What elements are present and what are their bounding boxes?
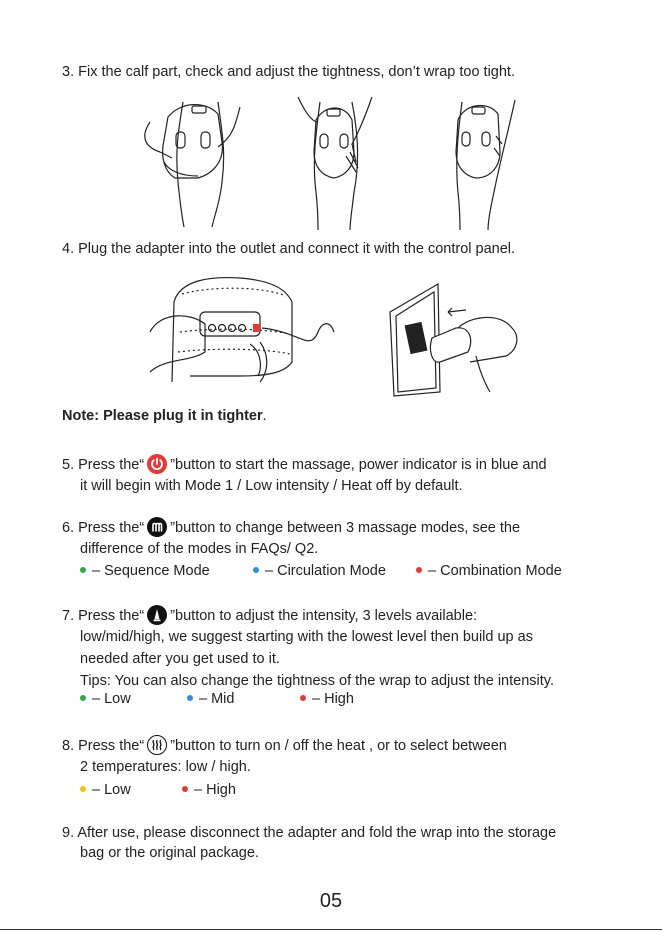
step-4-text: 4. Plug the adapter into the outlet and connect it with the control panel. <box>62 241 516 257</box>
step-6-post: ”button to change between 3 massage modes, see the <box>170 520 521 536</box>
step-6-pre: 6. Press the“ <box>62 520 145 536</box>
step-8-line-1 <box>62 735 507 755</box>
step-5-pre: 5. Press the“ <box>62 457 145 473</box>
step-8-pre: 8. Press the“ <box>62 738 145 754</box>
mode-legend-circulation <box>253 562 386 580</box>
step-7-post: ”button to adjust the intensity, 3 levels available: <box>170 608 478 624</box>
mode-legend-sequence <box>80 562 210 580</box>
step-3-text: 3. Fix the calf part, check and adjust the tightness, don’t wrap too tight. <box>62 64 515 80</box>
step-8-line-2: 2 temperatures: low / high. <box>80 759 251 775</box>
green-dot <box>80 567 86 573</box>
wall-outlet-figure <box>390 284 517 396</box>
step-7-line-4: Tips: You can also change the tightness of the wrap to adjust the intensity. <box>80 673 554 689</box>
knee-figure-1 <box>145 102 240 227</box>
red-dot <box>416 567 422 573</box>
control-panel-figure <box>150 278 334 382</box>
red-dot <box>182 786 188 792</box>
step-7-line-3: needed after you get used to it. <box>80 651 280 667</box>
step-5-line-1 <box>62 454 547 474</box>
step-7-line-2: low/mid/high, we suggest starting with the lowest level then build up as <box>80 629 533 645</box>
red-dot <box>300 695 306 701</box>
note-tail: . <box>262 408 267 424</box>
intensity-icon <box>147 605 167 625</box>
note-line <box>62 407 267 425</box>
step-9-line-2: bag or the original package. <box>80 845 259 861</box>
mode-legend-combination <box>416 562 562 580</box>
intensity-legend-high <box>300 690 354 708</box>
step-6-line-1 <box>62 517 520 537</box>
blue-dot <box>253 567 259 573</box>
step-7-pre: 7. Press the“ <box>62 608 145 624</box>
heat-legend-high <box>182 781 236 799</box>
step-9-line-1: 9. After use, please disconnect the adapter and fold the wrap into the storage <box>62 825 557 841</box>
legend-label: – Sequence Mode <box>92 563 210 579</box>
knee-wrap-illustration <box>0 92 662 242</box>
note-bold: Note: Please plug it in tighter <box>62 408 263 424</box>
legend-label: – Combination Mode <box>428 563 562 579</box>
power-icon <box>147 454 167 474</box>
page-number: 05 <box>319 890 343 912</box>
green-dot <box>80 695 86 701</box>
adapter-illustration <box>0 272 662 402</box>
step-8-post: ”button to turn on / off the heat , or to select between <box>170 738 507 754</box>
mode-icon <box>147 517 167 537</box>
legend-label: – Mid <box>199 691 235 707</box>
legend-label: – High <box>312 691 354 707</box>
knee-figure-3 <box>456 100 515 230</box>
step-5-post: ”button to start the massage, power indicator is in blue and <box>170 457 547 473</box>
step-7-line-1 <box>62 605 477 625</box>
knee-figure-2 <box>298 97 372 230</box>
yellow-dot <box>80 786 86 792</box>
step-5-line-2: it will begin with Mode 1 / Low intensity / Heat off by default. <box>80 478 463 494</box>
intensity-legend-mid <box>187 690 234 708</box>
heat-legend-low <box>80 781 131 799</box>
legend-label: – Low <box>92 782 131 798</box>
heat-icon <box>147 735 167 755</box>
legend-label: – High <box>194 782 236 798</box>
blue-dot <box>187 695 193 701</box>
bottom-rule <box>0 929 662 930</box>
step-6-line-2: difference of the modes in FAQs/ Q2. <box>80 541 319 557</box>
intensity-legend-low <box>80 690 131 708</box>
legend-label: – Circulation Mode <box>265 563 386 579</box>
legend-label: – Low <box>92 691 131 707</box>
